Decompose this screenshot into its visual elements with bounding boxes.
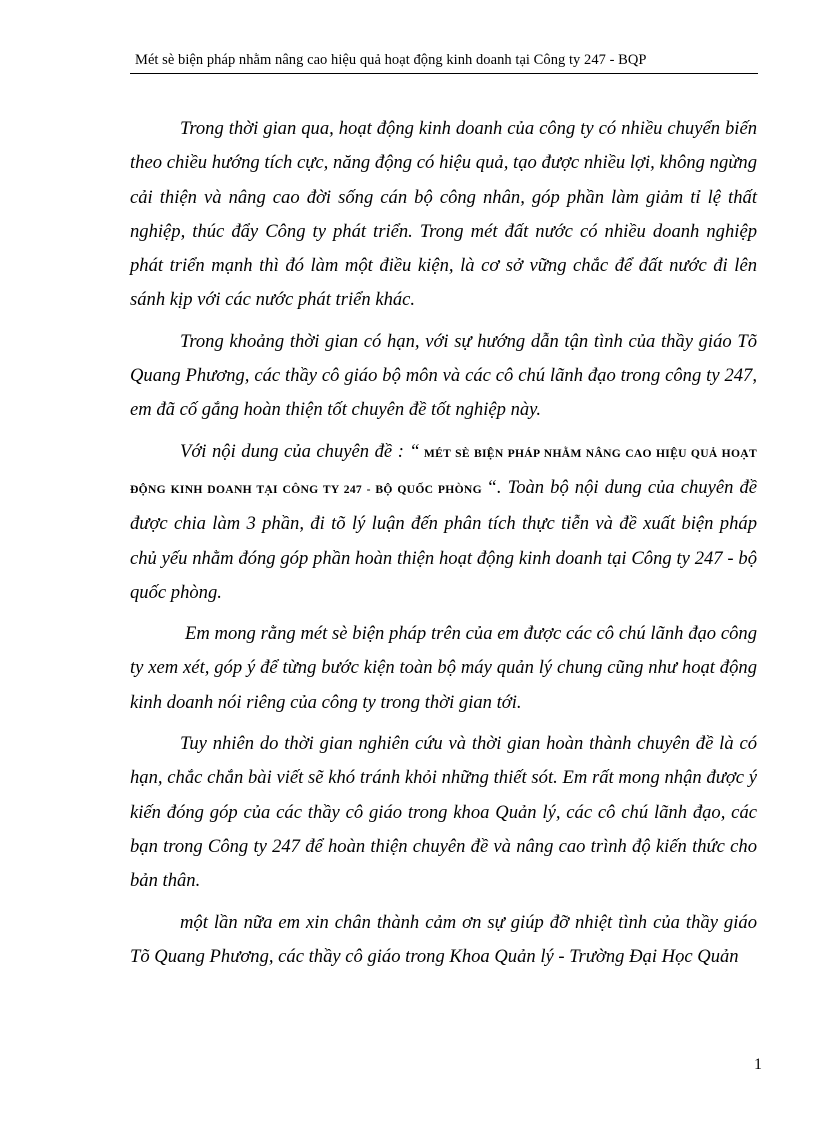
paragraph-thanks: một lần nữa em xin chân thành cảm ơn sự giúp đỡ nhiệt tình của thầy giáo Tõ Quang Phương, các thầy cô giáo trong Khoa Quản lý - Trường Đại Học Quản [130,911,757,967]
paragraph-topic [130,435,757,610]
paragraph-hope: Em mong rằng mét sè biện pháp trên của em được các cô chú lãnh đạo công ty xem xét, góp ý để từng bước kiện toàn bộ máy quản lý chung cũng như hoạt động kinh doanh nói riêng của công ty trong thời gian tới. [130,623,757,713]
page-number: 1 [754,1056,762,1073]
document-body [130,112,757,981]
running-title: Mét sè biện pháp nhằm nâng cao hiệu quả hoạt động kinh doanh tại Công ty 247 - BQP [135,52,647,68]
topic-tail-text: “. Toàn bộ nội dung của chuyên đề được chia làm 3 phần, đi tõ lý luận đến phân tích thực tiễn và đề xuất biện pháp chủ yếu nhằm đóng góp phần hoàn thiện hoạt động kinh doanh tại Công ty 247 - bộ quốc phòng. [130,476,757,603]
page-header [130,50,758,74]
paragraph-acknowledgement: Trong khoảng thời gian có hạn, với sự hướng dẫn tận tình của thầy giáo Tõ Quang Phương, các thầy cô giáo bộ môn và các cô chú lãnh đạo trong công ty 247, em đã cố gắng hoàn thiện tốt chuyên đề tốt nghiệp này. [130,330,757,421]
paragraph-limitations: Tuy nhiên do thời gian nghiên cứu và thời gian hoàn thành chuyên đề là có hạn, chắc chắn bài viết sẽ khó tránh khỏi những thiết sót. Em rất mong nhận được ý kiến đóng góp của các thầy cô giáo trong khoa Quản lý, các cô chú lãnh đạo, các bạn trong Công ty 247 để hoàn thiện chuyên đề và nâng cao trình độ kiến thức cho bản thân. [130,733,757,892]
paragraph-intro: Trong thời gian qua, hoạt động kinh doanh của công ty có nhiều chuyển biến theo chiều hướng tích cực, năng động có hiệu quả, tạo được nhiều lợi, không ngừng cải thiện và nâng cao đời sống cán bộ công nhân, góp phần làm giảm tỉ lệ thất nghiệp, thúc đẩy Công ty phát triển. Trong mét đất nước có nhiều doanh nghiệp phát triển mạnh thì đó làm một điều kiện, là cơ sở vững chắc để đất nước đi lên sánh kịp với các nước phát triển khác. [130,118,757,311]
topic-title: MÉT SÈ BIỆN PHÁP NHẰM NÂNG CAO HIỆU QUẢ HOẠT ĐỘNG KINH DOANH TẠI CÔNG TY 247 - BỘ QUỐC PHÒNG [130,446,757,496]
topic-lead-text: Với nội dung của chuyên đề : “ [180,440,420,462]
